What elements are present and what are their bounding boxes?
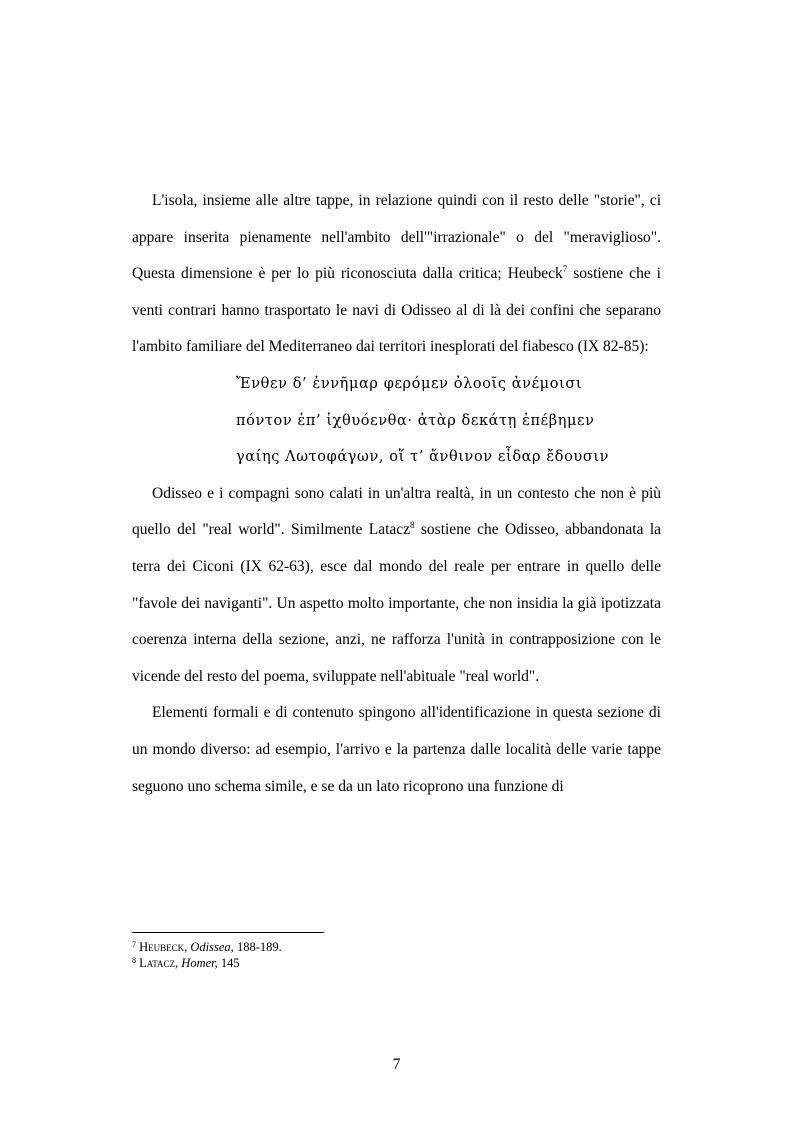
body-text	[132, 183, 661, 805]
footnote-title: Homer,	[181, 956, 218, 970]
greek-verse-block	[132, 366, 661, 476]
footnotes	[132, 939, 282, 971]
paragraph-2-text-b: sostiene che Odisseo, abbandonata la terra dei Ciconi (IX 62-63), esce dal mondo del reale per entrare in quello delle "favole dei naviganti". Un aspetto molto importante, che non insidia la già ipotizzata coerenza interna della sezione, anzi, ne rafforza l'unità in contrapposizione con le vicende del resto del poema, sviluppate nell'abituale "real world".	[132, 521, 662, 685]
paragraph-1-text-b: sostiene che i venti contrari hanno trasportato le navi di Odisseo al di là dei confini che separano l'ambito familiare del Mediterraneo dai territori inesplorati del fiabesco (IX 82-85):	[132, 265, 661, 356]
paragraph-2-text-a: Odisseo e i compagni sono calati in un'altra realtà, in un contesto che non è più quello del "real world". Similmente Latacz	[132, 484, 661, 539]
footnote-item	[132, 939, 282, 955]
footnote-separator	[132, 932, 324, 933]
footnote-number: 7	[132, 940, 136, 949]
footnote-author: Latacz,	[139, 956, 179, 970]
footnote-ref-8[interactable]: 8	[410, 520, 415, 531]
footnote-number: 8	[132, 956, 136, 965]
paragraph-3	[132, 695, 661, 805]
page-number: 7	[392, 1056, 401, 1073]
greek-verse-line: Ἔνθεν δ’ ἐννῆμαρ φερόμεν ὀλοοῖς ἀνέμοισι	[236, 375, 583, 392]
footnote-author: Heubeck,	[139, 940, 188, 954]
paragraph-1-text-a: L'isola, insieme alle altre tappe, in relazione quindi con il resto delle "storie", ci appare inserita pienamente nell'ambito dell'"irrazionale" o del "meraviglioso". Questa dimensione è per lo più riconosciuta dalla critica; Heubeck	[132, 192, 661, 283]
greek-verse-line: γαίης Λωτοφάγων, οἵ τ’ ἄνθινον εἶδαρ ἔδουσιν	[236, 449, 610, 466]
footnote-item	[132, 955, 282, 971]
paragraph-2	[132, 476, 661, 696]
footnote-pages: 188-189.	[233, 940, 282, 954]
paragraph-1	[132, 183, 661, 366]
paragraph-3-text: Elementi formali e di contenuto spingono all'identificazione in questa sezione di un mondo diverso: ad esempio, l'arrivo e la partenza dalle località delle varie tappe seguono uno schema simile, e se da un lato ricoprono una funzione di	[132, 704, 661, 795]
footnote-pages: 145	[217, 956, 240, 970]
footnote-title: Odissea,	[190, 940, 234, 954]
greek-verse-line: πόντον ἐπ’ ἰχθυόενθα· ἀτὰρ δεκάτῃ ἐπέβημεν	[236, 412, 595, 429]
footnote-ref-7[interactable]: 7	[562, 264, 568, 275]
